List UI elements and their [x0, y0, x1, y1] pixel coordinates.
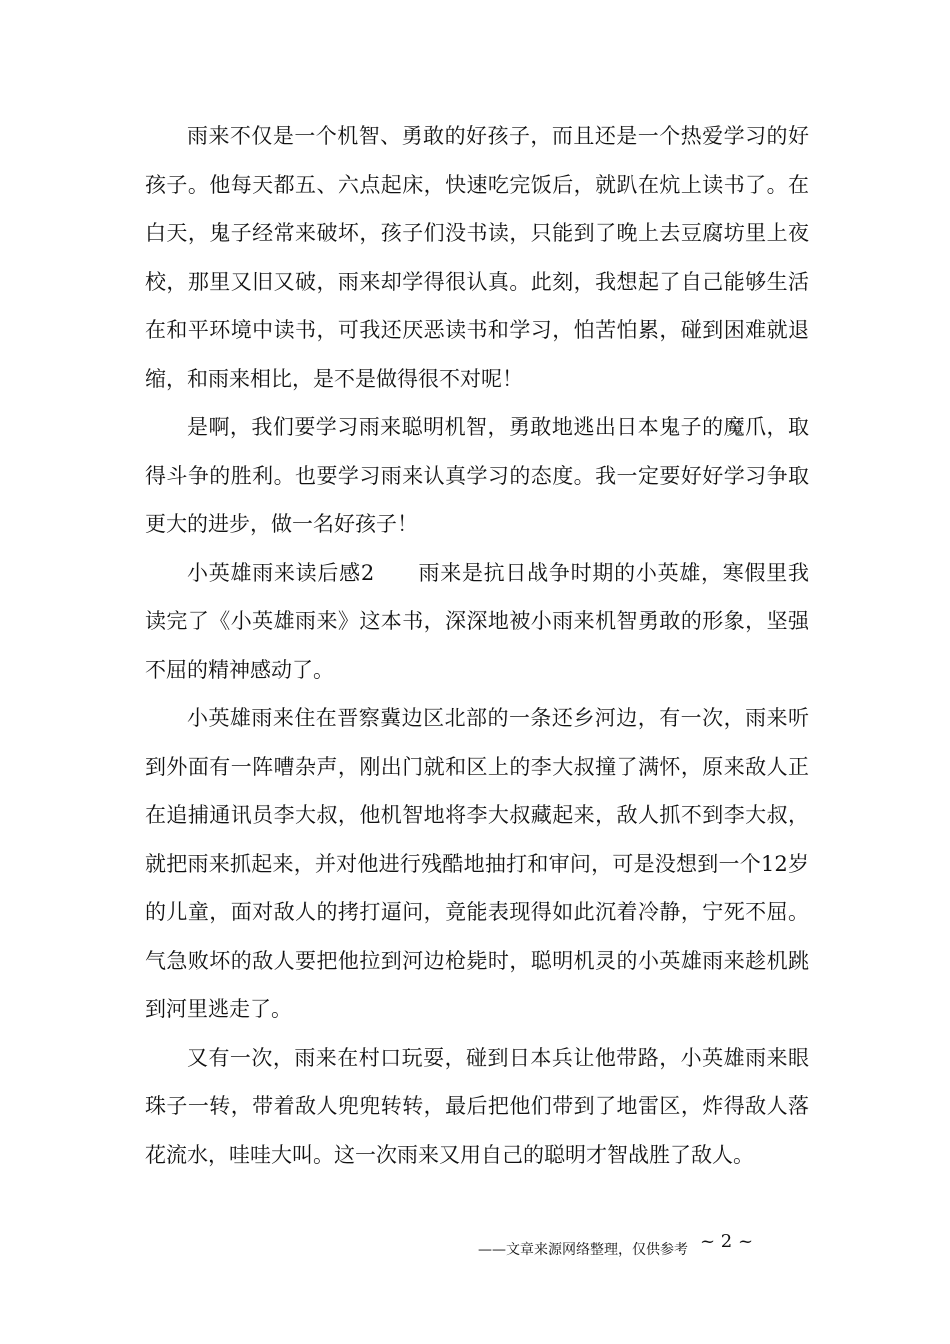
paragraph: 小英雄雨来住在晋察冀边区北部的一条还乡河边，有一次，雨来听到外面有一阵嘈杂声，刚出门就和区上的李大叔撞了满怀，原来敌人正在追捕通讯员李大叔，他机智地将李大叔藏起来，敌人抓不到李大叔，就把雨来抓起来，并对他进行残酷地抽打和审问，可是没想到一个12岁的儿童，面对敌人的拷打逼问，竟能表现得如此沉着冷静，宁死不屈。气急败坏的敌人要把他拉到河边枪毙时，聪明机灵的小英雄雨来趁机跳到河里逃走了。: [145, 706, 809, 1021]
article-body: [145, 112, 809, 1179]
paragraph: 又有一次，雨来在村口玩耍，碰到日本兵让他带路，小英雄雨来眼珠子一转，带着敌人兜兜转转，最后把他们带到了地雷区，炸得敌人落花流水，哇哇大叫。这一次雨来又用自己的聪明才智战胜了敌人。: [145, 1045, 809, 1167]
page-footer: [470, 1229, 800, 1259]
footer-source-note: ——文章来源网络整理，仅供参考: [478, 1242, 688, 1258]
page-number: ~ 2 ~: [700, 1231, 754, 1252]
paragraph: 雨来不仅是一个机智、勇敢的好孩子，而且还是一个热爱学习的好孩子。他每天都五、六点起床，快速吃完饭后，就趴在炕上读书了。在白天，鬼子经常来破坏，孩子们没书读，只能到了晚上去豆腐坊里上夜校，那里又旧又破，雨来却学得很认真。此刻，我想起了自己能够生活在和平环境中读书，可我还厌恶读书和学习，怕苦怕累，碰到困难就退缩，和雨来相比，是不是做得很不对呢！: [145, 124, 809, 391]
paragraph: 小英雄雨来读后感2 雨来是抗日战争时期的小英雄，寒假里我读完了《小英雄雨来》这本书，深深地被小雨来机智勇敢的形象，坚强不屈的精神感动了。: [145, 560, 809, 682]
paragraph: 是啊，我们要学习雨来聪明机智，勇敢地逃出日本鬼子的魔爪，取得斗争的胜利。也要学习雨来认真学习的态度。我一定要好好学习争取更大的进步，做一名好孩子！: [145, 415, 809, 536]
